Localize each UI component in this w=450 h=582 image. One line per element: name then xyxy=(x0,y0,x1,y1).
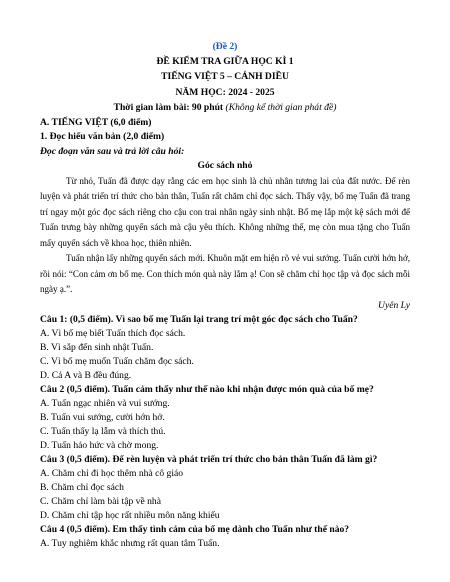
answer-option: A. Tuy nghiêm khắc nhưng rất quan tâm Tuấn. xyxy=(40,537,220,549)
answer-option: C. Chăm chỉ làm bài tập về nhà xyxy=(40,495,161,507)
question-2 xyxy=(40,383,410,453)
school-year: NĂM HỌC: 2024 - 2025 xyxy=(175,86,275,98)
section-1-heading: 1. Đọc hiểu văn bản (2,0 điểm) xyxy=(40,131,165,142)
story-paragraph-1: Từ nhỏ, Tuấn đã được dạy rằng các em học sinh là chủ nhân tương lai của đất nước. Để rèn luyện và phát triển trí thức cho bản thân, Tuấn rất chăm chỉ đọc sách. Thấy vậy, bố mẹ Tuấn đã trang trí ngay một góc đọc sách riêng cho cậu con trai nhân ngày sinh nhật. Bố mẹ lắp một kệ sách mới để Tuấn trưng bày những quyển sách mà cậu yêu thích. Không những thế, mẹ còn mua tặng cho Tuấn mấy quyển sách về khoa học, thiên nhiên. xyxy=(40,175,410,248)
story-title: Góc sách nhỏ xyxy=(197,160,253,171)
answer-option: A. Chăm chỉ đi học thêm nhà cô giáo xyxy=(40,467,184,479)
section-a-heading: A. TIẾNG VIỆT (6,0 điểm) xyxy=(40,116,152,128)
question-text: Câu 2 (0,5 điểm). Tuấn cảm thấy như thế nào khi nhận được món quà của bố mẹ? xyxy=(40,383,374,395)
answer-option: A. Vì bố mẹ biết Tuấn thích đọc sách. xyxy=(40,327,186,339)
time-limit-note: (Không kể thời gian phát đề) xyxy=(225,102,337,113)
exam-page xyxy=(40,40,410,551)
story-author: Uyên Ly xyxy=(378,299,410,311)
question-1 xyxy=(40,313,410,383)
question-text: Câu 3 (0,5 điểm). Để rèn luyện và phát triển trí thức cho bản thân Tuấn đã làm gì? xyxy=(40,453,378,465)
question-text: Câu 4 (0,5 điểm). Em thấy tình cảm của bố mẹ dành cho Tuấn như thế nào? xyxy=(40,523,350,535)
answer-option: D. Chăm chỉ tập học rất nhiều môn năng khiếu xyxy=(40,509,220,521)
question-3 xyxy=(40,453,410,523)
time-limit-bold: Thời gian làm bài: 90 phút xyxy=(113,102,224,113)
exam-version-label: (Đề 2) xyxy=(212,41,238,52)
answer-option: C. Vì bố mẹ muốn Tuấn chăm đọc sách. xyxy=(40,355,194,367)
time-limit xyxy=(40,100,410,116)
answer-option: D. Cả A và B đều đúng. xyxy=(40,369,132,381)
answer-option: D. Tuấn háo hức và chờ mong. xyxy=(40,439,159,451)
answer-option: C. Tuấn thấy lạ lẫm và thích thú. xyxy=(40,425,166,437)
answer-option: A. Tuấn ngạc nhiên và vui sướng. xyxy=(40,397,170,409)
question-4 xyxy=(40,523,410,551)
answer-option: B. Tuấn vui sướng, cười hớn hở. xyxy=(40,411,165,423)
subject-title: TIẾNG VIỆT 5 – CÁNH DIỀU xyxy=(161,71,289,82)
question-text: Câu 1: (0,5 điểm). Vì sao bố mẹ Tuấn lại trang trí một góc đọc sách cho Tuấn? xyxy=(40,313,358,325)
story-paragraph-2: Tuấn nhận lấy những quyển sách mới. Khuôn mặt em hiện rõ vẻ vui sướng. Tuấn cười hớn hở, rồi nói: “Con cảm ơn bố mẹ. Con thích món quà này lắm ạ! Con sẽ chăm chỉ học tập và đọc sách mỗi ngày ạ.”. xyxy=(40,253,410,294)
reading-instruction: Đọc đoạn văn sau và trả lời câu hỏi: xyxy=(40,145,185,157)
answer-option: B. Vì sắp đến sinh nhật Tuấn. xyxy=(40,341,154,353)
exam-title: ĐỀ KIỂM TRA GIỮA HỌC KÌ 1 xyxy=(156,55,294,67)
answer-option: B. Chăm chỉ đọc sách xyxy=(40,481,124,493)
